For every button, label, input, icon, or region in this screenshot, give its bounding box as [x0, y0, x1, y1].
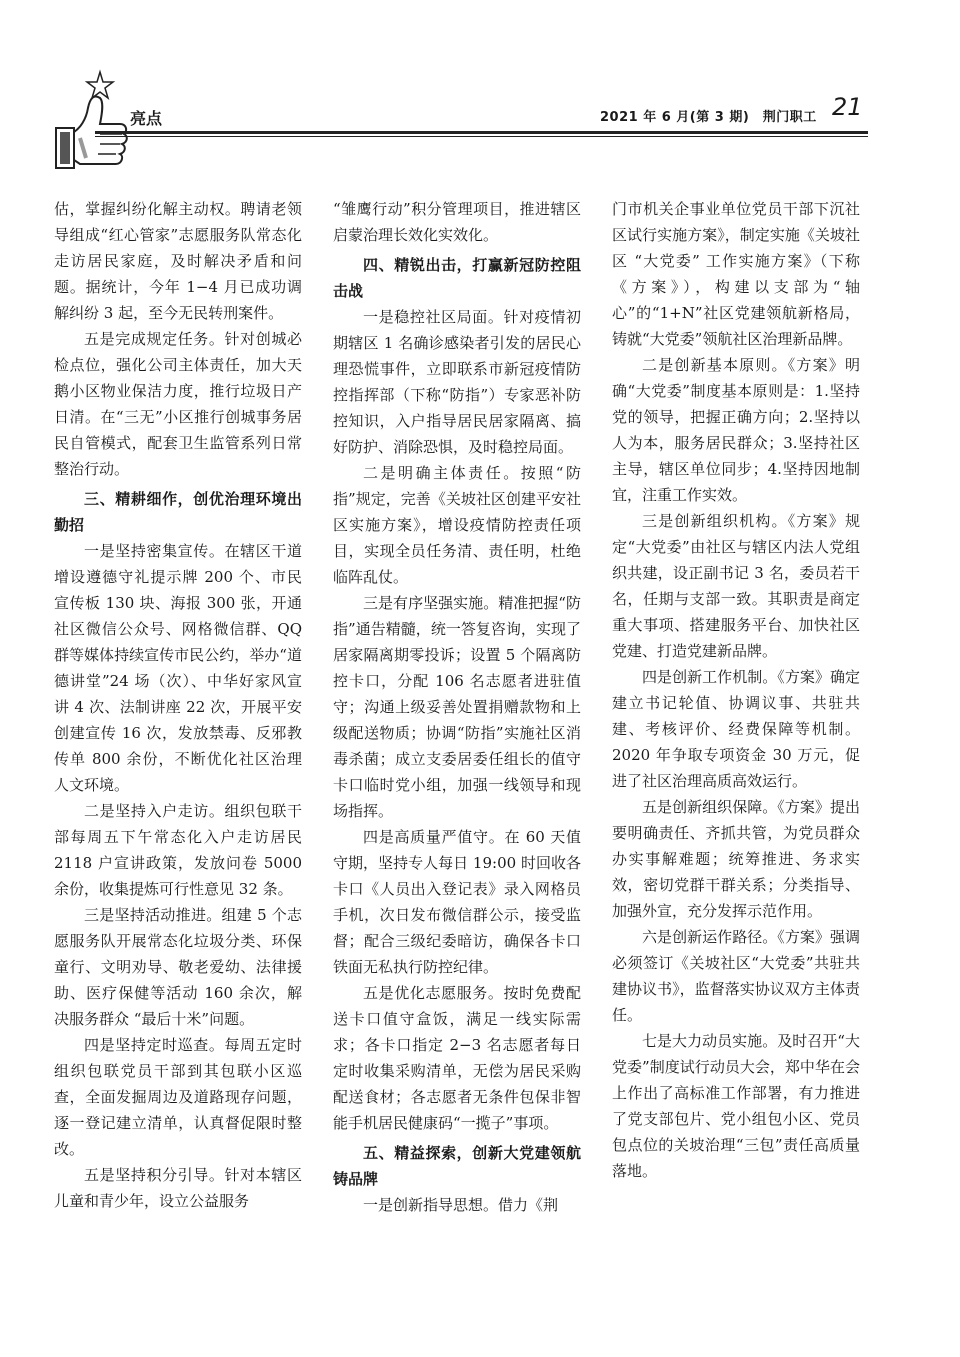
paragraph: 二是创新基本原则。《方案》明确“大党委”制度基本原则是：1.坚持党的领导，把握正确方向；2.坚持以人为本，服务居民群众；3.坚持社区主导，辖区单位同步；4.坚持因地制宜，注重工作实效。	[612, 356, 860, 504]
section-heading: 三、精耕细作，创优治理环境出勤招	[54, 490, 302, 534]
paragraph: 六是创新运作路径。《方案》强调必须签订《关坡社区“大党委”共驻共建协议书》，监督落实协议双方主体责任。	[612, 928, 860, 1024]
section-tag: 亮点	[130, 109, 163, 128]
paragraph: 一是创新指导思想。借力《荆	[363, 1196, 559, 1214]
paragraph: 四是创新工作机制。《方案》确定建立书记轮值、协调议事、共驻共建、考核评价、经费保障等机制。2020 年争取专项资金 30 万元，促进了社区治理高质高效运行。	[612, 668, 860, 790]
paragraph: 估，掌握纠纷化解主动权。聘请老领导组成“红心管家”志愿服务队常态化走访居民家庭，及时解决矛盾和问题。据统计，今年 1−4 月已成功调解纠纷 3 起，至今无民转刑案件。	[54, 200, 302, 322]
paragraph: 五是创新组织保障。《方案》提出要明确责任、齐抓共管，为党员群众办实事解难题；统筹推进、务求实效，密切党群干群关系；分类指导、加强外宣，充分发挥示范作用。	[612, 798, 860, 920]
text-column-2	[333, 196, 581, 1218]
paragraph: “雏鹰行动”积分管理项目，推进辖区启蒙治理长效化实效化。	[333, 200, 581, 244]
paragraph: 五是优化志愿服务。按时免费配送卡口值守盒饭，满足一线实际需求；各卡口指定 2−3 名志愿者每日定时收集采购清单，无偿为居民采购配送食材；各志愿者无条件包保非智能手机居民健康码“一揽子”事项。	[333, 984, 581, 1132]
paragraph: 一是坚持密集宣传。在辖区干道增设遵德守礼提示牌 200 个、市民宣传板 130 块、海报 300 张，开通社区微信公众号、网格微信群、QQ 群等媒体持续宣传市民公约，举办“道德讲堂”24 场（次）、中华好家风宣讲 4 次、法制讲座 22 次，开展平安创建宣传 16 次，发放禁毒、反邪教传单 800 余份，不断优化社区治理人文环境。	[54, 542, 302, 794]
paragraph: 二是坚持入户走访。组织包联干部每周五下午常态化入户走访居民 2118 户宣讲政策，发放问卷 5000 余份，收集提炼可行性意见 32 条。	[54, 802, 302, 898]
page-number: 21	[832, 93, 863, 121]
paragraph: 七是大力动员实施。及时召开“大党委”制度试行动员大会，郑中华在会上作出了高标准工作部署，有力推进了党支部包片、党小组包小区、党员包点位的关坡治理“三包”责任高质量落地。	[612, 1032, 860, 1180]
paragraph: 门市机关企事业单位党员干部下沉社区试行实施方案》，制定实施《关坡社区 “大党委” 工作实施方案》（下称《方案》），构建以支部为“轴心”的“1+N”社区党建领航新格局，铸就“大党委”领航社区治理新品牌。	[612, 200, 860, 348]
paragraph: 三是创新组织机构。《方案》规定“大党委”由社区与辖区内法人党组织共建，设正副书记 3 名，委员若干名，任期与支部一致。其职责是商定重大事项、搭建服务平台、加快社区党建、打造党建新品牌。	[612, 512, 860, 660]
section-heading: 五、精益探索，创新大党建领航铸品牌	[333, 1144, 581, 1188]
paragraph: 四是坚持定时巡查。每周五定时组织包联党员干部到其包联小区巡查，全面发掘周边及道路现存问题，逐一登记建立清单，认真督促限时整改。	[54, 1036, 302, 1158]
text-column-1	[54, 196, 302, 1214]
page-header	[0, 0, 960, 180]
paragraph: 五是坚持积分引导。针对本辖区儿童和青少年，设立公益服务	[54, 1166, 302, 1210]
paragraph: 三是坚持活动推进。组建 5 个志愿服务队开展常态化垃圾分类、环保童行、文明劝导、敬老爱幼、法律援助、医疗保健等活动 160 余次，解决服务群众 “最后十米”问题。	[54, 906, 302, 1028]
header-rule-thin	[95, 136, 868, 137]
header-rule-thick	[95, 131, 868, 134]
issue-info: 2021 年 6 月(第 3 期) 荆门职工	[600, 110, 817, 125]
paragraph: 四是高质量严值守。在 60 天值守期，坚持专人每日 19:00 时回收各卡口《人员出入登记表》录入网格员手机，次日发布微信群公示，接受监督；配合三级纪委暗访，确保各卡口铁面无私执行防控纪律。	[333, 828, 581, 976]
paragraph: 三是有序坚强实施。精准把握“防指”通告精髓，统一答复咨询，实现了居家隔离期零投诉；设置 5 个隔离防控卡口，分配 106 名志愿者进驻值守；沟通上级妥善处置捐赠款物和上级配送物质；协调“防指”实施社区消毒杀菌；成立支委居委任组长的值守卡口临时党小组，加强一线领导和现场指挥。	[333, 594, 581, 820]
paragraph: 一是稳控社区局面。针对疫情初期辖区 1 名确诊感染者引发的居民心理恐慌事件，立即联系市新冠疫情防控指挥部（下称“防指”）专家恶补防控知识，入户指导居民居家隔离、搞好防护、消除恐惧，及时稳控局面。	[333, 308, 581, 456]
paragraph: 五是完成规定任务。针对创城必检点位，强化公司主体责任，加大天鹅小区物业保洁力度，推行垃圾日产日清。在“三无”小区推行创城事务居民自管模式，配套卫生监管系列日常整治行动。	[54, 330, 302, 478]
paragraph: 二是明确主体责任。按照“防指”规定，完善《关坡社区创建平安社区实施方案》，增设疫情防控责任项目，实现全员任务清、责任明，杜绝临阵乱仗。	[333, 464, 581, 586]
section-heading: 四、精锐出击，打赢新冠防控阻击战	[333, 256, 581, 300]
text-column-3	[612, 196, 860, 1184]
